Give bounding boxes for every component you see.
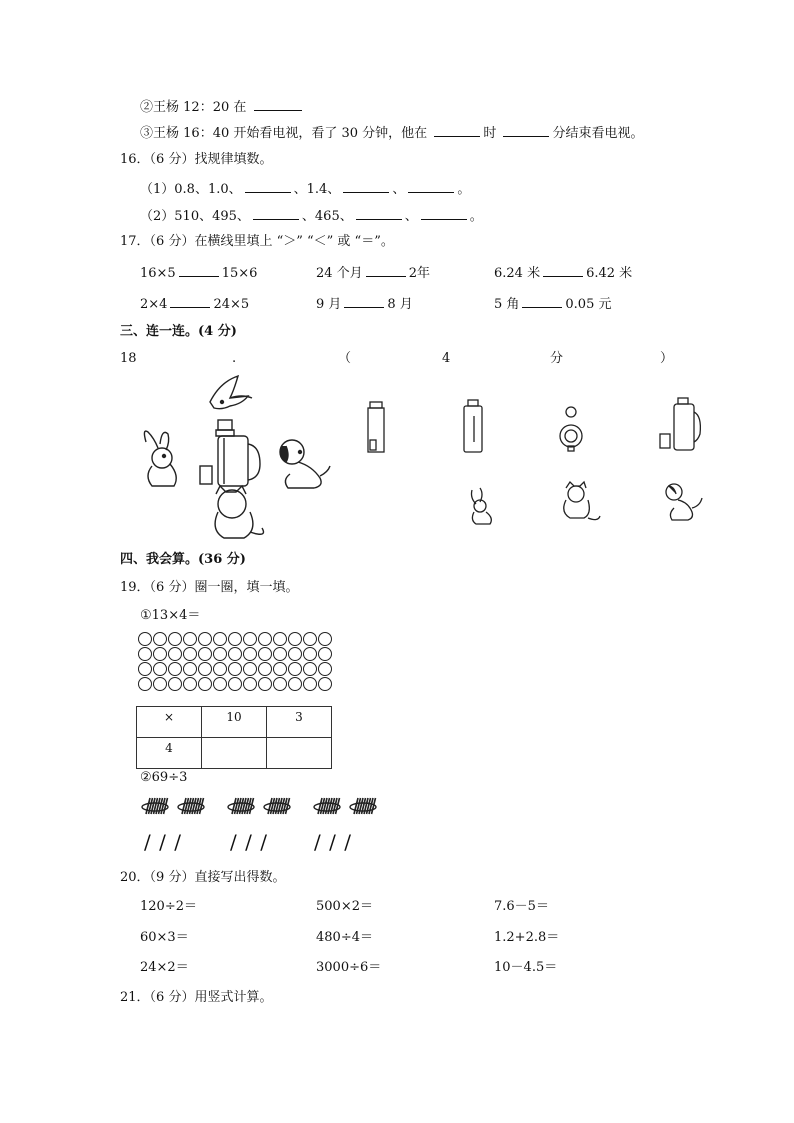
- grid-circle[interactable]: [229, 678, 242, 691]
- q20-item: 120÷2＝: [140, 899, 197, 914]
- cat-icon: [215, 486, 263, 538]
- q21-title: 21．（6 分）用竖式计算。: [120, 990, 273, 1005]
- dog-icon: [660, 478, 706, 524]
- compare-left: 24 个月: [316, 266, 363, 281]
- q18-dot: .: [232, 351, 237, 366]
- grid-circle[interactable]: [139, 663, 152, 676]
- compare-blank[interactable]: [543, 264, 583, 277]
- answer-blank[interactable]: [356, 207, 402, 220]
- grid-circle[interactable]: [139, 678, 152, 691]
- compare-right: 6.42 米: [586, 266, 633, 281]
- grid-circle[interactable]: [229, 633, 242, 646]
- grid-circle[interactable]: [274, 633, 287, 646]
- grid-circle[interactable]: [184, 678, 197, 691]
- grid-circle[interactable]: [199, 633, 212, 646]
- q18-score: 4: [442, 351, 451, 366]
- thermos-icon: [216, 420, 260, 486]
- q20-item: 3000÷6＝: [316, 960, 382, 975]
- q16-line2-prefix: （2）510、495、: [140, 209, 250, 224]
- grid-circle[interactable]: [274, 648, 287, 661]
- q17-r2c2: [316, 295, 413, 313]
- compare-blank[interactable]: [522, 295, 562, 308]
- answer-blank[interactable]: [245, 180, 291, 193]
- grid-circle[interactable]: [319, 678, 332, 691]
- grid-circle[interactable]: [199, 678, 212, 691]
- table-header-cell: 10: [202, 707, 267, 738]
- grid-circle[interactable]: [214, 633, 227, 646]
- q20-item: 10－4.5＝: [494, 960, 558, 975]
- grid-circle[interactable]: [319, 648, 332, 661]
- q16-title: 16．（6 分）找规律填数。: [120, 152, 273, 167]
- grid-circle[interactable]: [139, 633, 152, 646]
- grid-circle[interactable]: [259, 633, 272, 646]
- rabbit-icon: [144, 431, 176, 486]
- compare-right: 0.05 元: [565, 297, 612, 312]
- q17-title: 17．（6 分）在横线里填上 “＞” “＜” 或 “＝”。: [120, 234, 394, 249]
- q16-line1-prefix: （1）0.8、1.0、: [140, 182, 242, 197]
- grid-circle[interactable]: [154, 633, 167, 646]
- q19-part1: ①13×4＝: [140, 608, 201, 623]
- grid-circle[interactable]: [274, 678, 287, 691]
- grid-circle[interactable]: [304, 678, 317, 691]
- stick-bundle-icon: [178, 798, 204, 814]
- circled-3: ③: [140, 126, 154, 141]
- hour-label: 时: [483, 126, 497, 141]
- grid-circle[interactable]: [169, 663, 182, 676]
- grid-circle[interactable]: [304, 648, 317, 661]
- q20-title: 20．（9 分）直接写出得数。: [120, 870, 286, 885]
- q17-r1c2: [316, 264, 430, 282]
- q17-r2c3: [494, 295, 611, 313]
- grid-circle[interactable]: [169, 648, 182, 661]
- minute-label: 分结束看电视。: [552, 126, 644, 141]
- q15-item2-text: 王杨 12：20 在: [153, 100, 247, 115]
- compare-right: 24×5: [213, 297, 250, 312]
- grid-circle[interactable]: [169, 678, 182, 691]
- q17-r2c1: [140, 295, 249, 313]
- compare-blank[interactable]: [170, 295, 210, 308]
- table-header-cell: ×: [137, 707, 202, 738]
- period: 。: [457, 182, 471, 197]
- circled-2: ②: [140, 100, 154, 115]
- answer-cell[interactable]: [267, 738, 332, 769]
- grid-circle[interactable]: [154, 663, 167, 676]
- grid-circle[interactable]: [244, 648, 257, 661]
- answer-blank[interactable]: [434, 124, 480, 137]
- scene-illustration: [138, 372, 338, 542]
- bird-icon: [210, 376, 252, 409]
- stick-bundles: [140, 794, 380, 828]
- grid-circle[interactable]: [259, 648, 272, 661]
- grid-circle[interactable]: [304, 663, 317, 676]
- stick-bundle-icon: [142, 798, 168, 814]
- period: 。: [469, 209, 483, 224]
- compare-right: 2年: [408, 266, 430, 281]
- separator: 、: [404, 209, 418, 224]
- q20-item: 7.6－5＝: [494, 899, 549, 914]
- q17-r1c1: [140, 264, 257, 282]
- grid-circle[interactable]: [244, 678, 257, 691]
- compare-right: 15×6: [221, 266, 258, 281]
- stick-bundle-icon: [228, 798, 254, 814]
- grid-circle[interactable]: [319, 663, 332, 676]
- grid-circle[interactable]: [199, 663, 212, 676]
- stick-bundle-icon: [350, 798, 376, 814]
- grid-circle[interactable]: [154, 648, 167, 661]
- grid-circle[interactable]: [214, 663, 227, 676]
- grid-circle[interactable]: [229, 648, 242, 661]
- q18-lparen: （: [338, 351, 352, 366]
- grid-circle[interactable]: [289, 633, 302, 646]
- q20-item: 60×3＝: [140, 930, 189, 945]
- dog-icon: [280, 440, 330, 488]
- q15-item3: [140, 124, 643, 142]
- answer-blank[interactable]: [253, 207, 299, 220]
- cup-icon: [200, 466, 212, 484]
- q19-title: 19．（6 分）圈一圈，填一填。: [120, 580, 299, 595]
- q20-item: 24×2＝: [140, 960, 189, 975]
- grid-circle[interactable]: [154, 678, 167, 691]
- compare-left: 5 角: [494, 297, 520, 312]
- table-header-cell: 3: [267, 707, 332, 738]
- grid-circle[interactable]: [169, 633, 182, 646]
- multiplication-table: [136, 706, 332, 769]
- single-sticks-1: / / /: [144, 830, 182, 854]
- grid-circle[interactable]: [214, 648, 227, 661]
- q16-line1: [140, 180, 470, 198]
- compare-blank[interactable]: [344, 295, 384, 308]
- grid-circle[interactable]: [289, 663, 302, 676]
- q15-item3-text: 王杨 16：40 开始看电视，看了 30 分钟，他在: [153, 126, 428, 141]
- answer-blank[interactable]: [254, 98, 302, 111]
- compare-left: 2×4: [140, 297, 168, 312]
- grid-circle[interactable]: [244, 663, 257, 676]
- single-sticks-2: / / /: [230, 830, 268, 854]
- grid-circle[interactable]: [304, 633, 317, 646]
- q18-rparen: ）: [660, 351, 674, 366]
- thermos-view-2: [456, 398, 490, 456]
- q18-unit: 分: [550, 351, 564, 366]
- compare-left: 16×5: [140, 266, 176, 281]
- thermos-view-4: [652, 396, 706, 456]
- q20-item: 500×2＝: [316, 899, 373, 914]
- thermos-view-1: [360, 398, 394, 456]
- grid-circle[interactable]: [289, 648, 302, 661]
- answer-blank[interactable]: [503, 124, 549, 137]
- q19-part2: ②69÷3: [140, 770, 188, 785]
- grid-circle[interactable]: [274, 663, 287, 676]
- q18-number: 18: [120, 351, 137, 366]
- q16-line2: [140, 207, 483, 225]
- stick-bundle-icon: [264, 798, 290, 814]
- answer-blank[interactable]: [343, 180, 389, 193]
- stick-bundle-icon: [314, 798, 340, 814]
- grid-circle[interactable]: [214, 678, 227, 691]
- thermos-view-3: [555, 404, 589, 454]
- q16-line1-mid: 、1.4、: [293, 182, 341, 197]
- rabbit-icon: [462, 484, 498, 526]
- grid-circle[interactable]: [229, 663, 242, 676]
- q20-item: 480÷4＝: [316, 930, 373, 945]
- grid-circle[interactable]: [259, 663, 272, 676]
- compare-blank[interactable]: [366, 264, 406, 277]
- grid-circle[interactable]: [139, 648, 152, 661]
- grid-circle[interactable]: [289, 678, 302, 691]
- grid-circle[interactable]: [184, 648, 197, 661]
- grid-circle[interactable]: [184, 663, 197, 676]
- grid-circle[interactable]: [199, 648, 212, 661]
- compare-left: 6.24 米: [494, 266, 541, 281]
- single-sticks-3: / / /: [314, 830, 352, 854]
- section-4-heading: 四、我会算。(36 分): [120, 552, 246, 567]
- answer-blank[interactable]: [408, 180, 454, 193]
- q20-item: 1.2+2.8＝: [494, 930, 560, 945]
- q17-r1c3: [494, 264, 632, 282]
- q15-item2: [140, 98, 305, 116]
- compare-left: 9 月: [316, 297, 342, 312]
- grid-circle[interactable]: [259, 678, 272, 691]
- separator: 、: [392, 182, 406, 197]
- grid-circle[interactable]: [319, 633, 332, 646]
- answer-blank[interactable]: [421, 207, 467, 220]
- compare-right: 8 月: [387, 297, 413, 312]
- circle-grid[interactable]: [138, 632, 338, 696]
- grid-circle[interactable]: [184, 633, 197, 646]
- compare-blank[interactable]: [179, 264, 219, 277]
- table-row-header: 4: [137, 738, 202, 769]
- q16-line2-mid: 、465、: [301, 209, 353, 224]
- grid-circle[interactable]: [244, 633, 257, 646]
- section-3-heading: 三、连一连。(4 分): [120, 324, 237, 339]
- answer-cell[interactable]: [202, 738, 267, 769]
- cat-icon: [558, 480, 602, 526]
